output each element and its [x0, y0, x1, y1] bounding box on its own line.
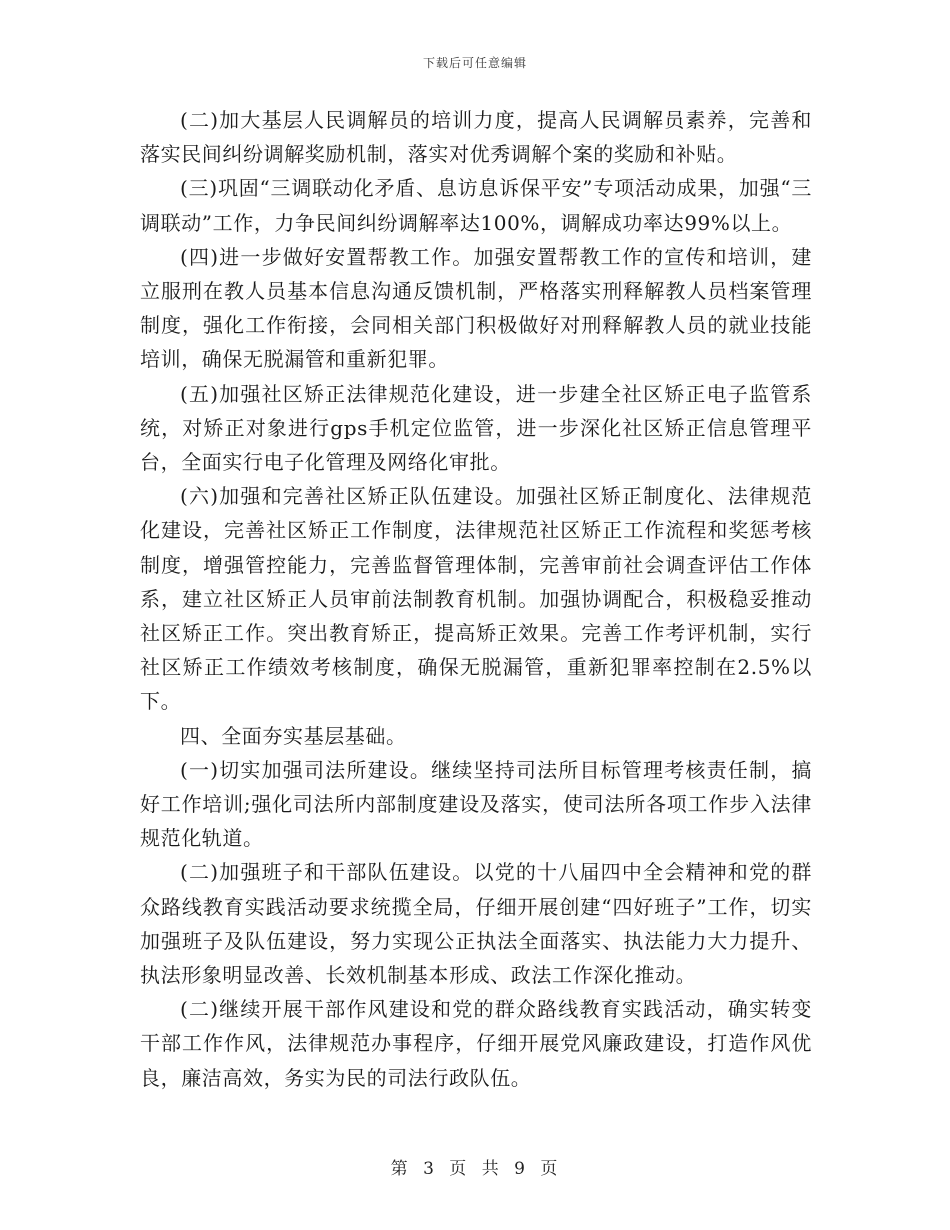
document-body [140, 103, 812, 1095]
paragraph-3: (四)进一步做好安置帮教工作。加强安置帮教工作的宣传和培训，建立服刑在教人员基本信息沟通反馈机制，严格落实刑释解教人员档案管理制度，强化工作衔接，会同相关部门积极做好对刑释解教人员的就业技能培训，确保无脱漏管和重新犯罪。 [140, 244, 812, 372]
section-heading: 四、全面夯实基层基础。 [180, 723, 407, 748]
paragraph-7: (二)加强班子和干部队伍建设。以党的十八届四中全会精神和党的群众路线教育实践活动要求统揽全局，仔细开展创建“四好班子”工作，切实加强班子及队伍建设，努力实现公正执法全面落实、执法能力大力提升、执法形象明显改善、长效机制基本形成、政法工作深化推动。 [140, 860, 812, 988]
paragraph-1: (二)加大基层人民调解员的培训力度，提高人民调解员素养，完善和落实民间纠纷调解奖励机制，落实对优秀调解个案的奖励和补贴。 [140, 108, 812, 167]
paragraph-4: (五)加强社区矫正法律规范化建设，进一步建全社区矫正电子监管系统，对矫正对象进行gps手机定位监管，进一步深化社区矫正信息管理平台，全面实行电子化管理及网络化审批。 [140, 381, 812, 475]
paragraph-2: (三)巩固“三调联动化矛盾、息访息诉保平安”专项活动成果，加强“三调联动”工作，力争民间纠纷调解率达100%，调解成功率达99%以上。 [140, 176, 812, 235]
page-header: 下载后可任意编辑 [422, 56, 527, 70]
paragraph-8: (二)继续开展干部作风建设和党的群众路线教育实践活动，确实转变干部工作作风，法律规范办事程序，仔细开展党风廉政建设，打造作风优良，廉洁高效，务实为民的司法行政队伍。 [140, 997, 812, 1090]
paragraph-5: (六)加强和完善社区矫正队伍建设。加强社区矫正制度化、法律规范化建设，完善社区矫正工作制度，法律规范社区矫正工作流程和奖惩考核制度，增强管控能力，完善监督管理体制，完善审前社会调查评估工作体系，建立社区矫正人员审前法制教育机制。加强协调配合，积极稳妥推动社区矫正工作。突出教育矫正，提高矫正效果。完善工作考评机制，实行社区矫正工作绩效考核制度，确保无脱漏管，重新犯罪率控制在2.5%以下。 [140, 484, 812, 714]
page-footer: 第 3 页 共 9 页 [390, 1159, 560, 1179]
paragraph-6: (一)切实加强司法所建设。继续坚持司法所目标管理考核责任制，搞好工作培训;强化司法所内部制度建设及落实，使司法所各项工作步入法律规范化轨道。 [140, 757, 812, 851]
